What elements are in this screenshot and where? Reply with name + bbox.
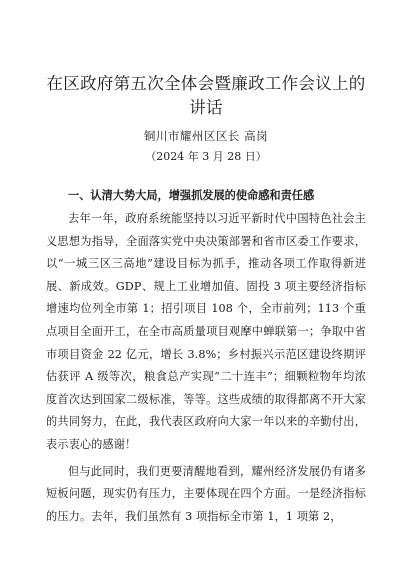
body-paragraph: 去年一年，政府系统能坚持以习近平新时代中国特色社会主义思想为指导，全面落实党中央决策部署和省市区委工作要求，以“一城三区三高地”建设目标为抓手，推动各项工作取得新进展、新成效。GDP、规上工业增加值、固投 3 项主要经济指标增速均位列全市第 1；招引项目 108 个，全市前列；113 个重点项目全面开工，在全市高质量项目观摩中蝉联第一；争取中省市项目资金 22 亿元，增长 3.8%；乡村振兴示范区建设终期评估获评 A 级等次，粮食总产实现“二十连丰”；细颗粒物年均浓度首次达到国家二级标准，等等。这些成绩的取得都离不开大家的共同努力，在此，我代表区政府向大家一年以来的辛勤付出，表示衷心的感谢！ [46,212,366,451]
date-line: （2024 年 3 月 28 日） [145,150,267,163]
document-title: 在区政府第五次全体会暨廉政工作会议上的讲话 [46,74,366,117]
body-paragraph: 但与此同时，我们更要清醒地看到，耀州经济发展仍有诸多短板问题，现实仍有压力，主要体现在四个方面。一是经济指标的压力。去年，我们虽然有 3 项指标全市第 1，1 项第 2， [46,464,366,523]
author-line: 铜川市耀州区区长 高岗 [143,129,269,143]
section-heading: 一、认清大势大局，增强抓发展的使命感和责任感 [68,189,315,202]
